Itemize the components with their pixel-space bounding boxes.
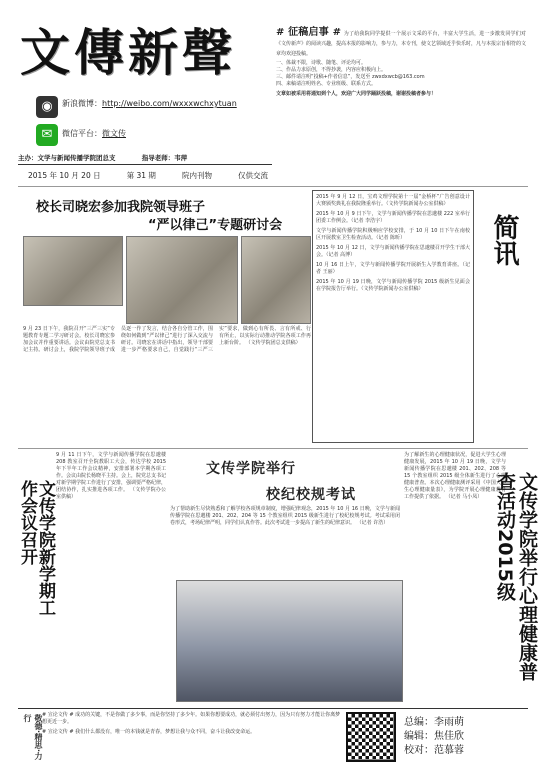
exam-body: 为了帮助新生尽快熟悉和了解学校各项规章制度，增强纪律观念，2015 年 10 月 16 日晚，文学与新闻传播学院在思邈楼 201、202、204 等 15 个教室组织 2015 级新生进行了校纪校规考试。考试采用闭卷形式，考场纪律严明，同学们认真作答。此次考试进一步提高了新生的纪律意识。	[170, 506, 400, 526]
notice-item: 二、作品力求原创，不得抄袭，内容应积极向上。	[276, 67, 387, 73]
meeting-body: 9 月 11 日下午，文学与新闻传播学院在思邈楼 208 教室召开全院教职工大会，传达学校 2015 年下半年工作会议精神，安排部署本学期各项工作。会议由院长杨晓平主持。会上，院党总支书记对新学期学院工作进行了安排，强调要严格纪律，团结协作，扎实推进各项工作。	[56, 452, 167, 493]
meeting-article	[56, 452, 166, 706]
circulation: 院内刊物	[181, 171, 212, 180]
wechat-label: 微信平台：	[62, 129, 102, 138]
notice-item: 三、邮件请注明“投稿+作者信息”，发送至 zwxdxwcb@163.com	[276, 74, 425, 80]
brief-box	[312, 190, 474, 443]
headline-text: 9 月 23 日下午，我院召开“三严三实”专题教育专题二学习研讨会。校长司晓宏参加会议并作重要讲话。会议由院党总支书记主持。研讨会上，我院学院领导班子成员逐一作了发言，结合各自分管工作，围绕如何做到“严以律己”进行了深入交流与研讨。司晓宏在讲话中指出，领导干部要进一步严格要求自己，自觉践行“三严三实”要求，做到心有所畏、言有所戒、行有所止，以实际行动推动学院各项工作再上新台阶。	[23, 326, 311, 353]
weibo-label: 新浪微博：	[62, 99, 102, 108]
weibo-line	[62, 100, 272, 108]
notice	[276, 28, 526, 178]
proof: 范慕蓉	[434, 745, 464, 756]
meeting-photo-center	[126, 236, 238, 324]
editor2: 焦佳欣	[434, 731, 464, 742]
notice-item: 一、体裁不限，诗歌、随笔、评论均可。	[276, 60, 367, 66]
rule	[18, 164, 272, 165]
psych-title: 文传学院举行心理健康普查活动	[494, 472, 538, 681]
divider	[18, 186, 528, 187]
issue-number: 第 31 期	[126, 171, 156, 180]
meeting-photo-right	[241, 236, 311, 324]
meeting-vertical-title: 文传学院新学期工作会议召开	[17, 480, 55, 616]
divider	[18, 448, 528, 449]
wechat-icon: ✉	[36, 124, 58, 146]
exam-author: （记者 许浩）	[356, 520, 389, 526]
editor-label: 总编：	[404, 717, 434, 728]
weibo-icon: ◉	[36, 96, 58, 118]
meeting-photo-left	[23, 236, 123, 306]
brief-item: 2015 年 10 月 12 日，文学与新闻传播学院在思邈楼召开学生干部大会。（记者 高博）	[316, 245, 470, 258]
issue-info	[28, 170, 268, 181]
editor2-label: 编辑：	[404, 731, 434, 742]
proof-label: 校对：	[404, 745, 434, 756]
notice-intro: 为了给我院同学提供一个展示文采的平台，丰富大学生活，进一步激发同学们对《文传新声》的阅读兴趣，提高本报的影响力，参与力，本专刊，使文艺领域近乎快乐时，凡与本报宗旨相符的文章均欢迎投稿。	[276, 31, 527, 57]
masthead-title: 文傳新聲	[20, 23, 236, 82]
headline-title-1: 校长司晓宏参加我院领导班子	[36, 200, 206, 215]
advisor: 指导老师：韦萍	[141, 154, 188, 162]
sponsor: 主办：文学与新闻传播学院团总支	[18, 154, 116, 162]
exam-photo	[176, 580, 403, 702]
headline-title-2: “严以律己”专题研讨会	[148, 218, 283, 233]
brief-label: 简讯	[489, 214, 519, 266]
brief-item: 2015 年 10 月 19 日晚，文学与新闻传播学院 2015 级新生见面会在学院报告厅举行。（文传学院新闻办公室供稿）	[316, 279, 470, 292]
psych-grade: 2015级	[494, 529, 516, 601]
circulation-note: 仅供交流	[237, 171, 268, 180]
notice-item: 四、来稿请注明姓名、专业班级、联系方式。	[276, 81, 377, 87]
divider	[18, 708, 528, 709]
psych-article	[404, 452, 506, 702]
headline-body	[23, 326, 311, 446]
weibo-link[interactable]: http://weibo.com/wxxxwchxytuan	[102, 99, 237, 108]
psych-author: （记者 马小凤）	[445, 494, 483, 500]
brief-item: 10 月 16 日上午，文学与新闻传播学院开展新生入学教育讲座。（记者 王丽）	[316, 262, 470, 275]
credits	[404, 716, 464, 758]
notice-footer: 文章如被采用将通知到个人，欢迎广大同学踊跃投稿，谢谢投稿者参与！	[276, 91, 437, 97]
quotes	[42, 712, 342, 760]
brief-item: 2015 年 10 月 9 日下午，文学与新闻传播学院在思邈楼 222 室举行团委工作例会。（记者 李浩宇）	[316, 211, 470, 224]
date: 2015 年 10 月 20 日	[28, 171, 101, 180]
wechat-line	[62, 130, 126, 138]
headline-author: （文传学院团总支供稿）	[245, 340, 301, 346]
notice-items	[276, 60, 526, 88]
motto: 敬德·精思·力行	[23, 714, 43, 761]
psych-body: 为了解新生的心理健康状况，促进大学生心理健康发展，2015 年 10 月 19 日晚，文学与新闻传播学院在思邈楼 201、202、208 等 15 个教室组织 2015 级全体新生进行了心理健康普查。本次心理健康测评采用《中国大学生心理健康量表》，为学院开展心理健康教育工作提供了依据。	[404, 452, 506, 500]
exam-title-1: 文传学院举行	[206, 461, 296, 477]
exam-article	[170, 506, 400, 580]
qr-code-icon[interactable]	[346, 712, 396, 762]
sponsor-line	[18, 153, 270, 162]
notice-title: # 征稿启事 #	[276, 27, 341, 38]
exam-title-2: 校纪校规考试	[266, 487, 356, 503]
quote: # 宣论文传 # 成功的关键，不是你做了多少事，而是你坚持了多少年。如果你想要成功，就必须付出努力，因为只有努力才能让你离梦想更近一步。	[42, 712, 341, 725]
brief-item: 2015 年 9 月 12 日，宝鸡文理学院第十一届“金桥杯”广告创意设计大赛颁奖典礼在我院隆重举行。（文传学院新闻办公室供稿）	[316, 194, 470, 207]
quote: # 宣论文传 # 我们什么都没有，唯一的本钱就是青春，梦想让我与众不同，奋斗让我改变命运。	[42, 729, 256, 735]
brief-item: 文学与新闻传播学院积极响应学校安排，于 10 月 10 日下午在南校区开展教室卫生检查活动。（记者 陈昕）	[316, 228, 470, 241]
editor: 李雨萌	[434, 717, 464, 728]
wechat-link[interactable]: 微文传	[102, 129, 126, 138]
meeting-author: （文传学院办公室供稿）	[56, 487, 166, 500]
psych-vertical-title	[494, 472, 538, 692]
